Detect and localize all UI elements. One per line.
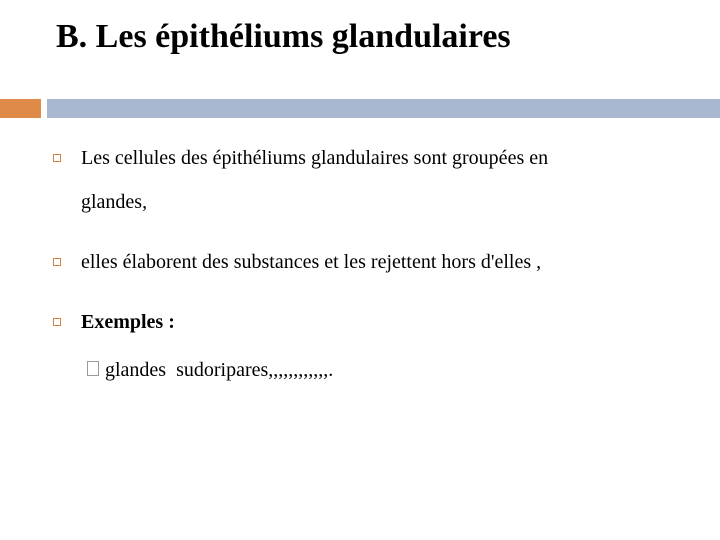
bullet-text: Exemples :	[81, 311, 175, 333]
bullet-marker-icon	[53, 258, 61, 266]
bullet-marker-icon	[53, 318, 61, 326]
bullet-text: Les cellules des épithéliums glandulaires sont groupées en	[81, 147, 549, 169]
slide-title: B. Les épithéliums glandulaires	[56, 18, 511, 55]
bullet-text-continuation: glandes,	[81, 191, 148, 213]
sub-bullet-marker-icon	[87, 361, 99, 376]
bullet-text: elles élaborent des substances et les rejettent hors d'elles ,	[81, 251, 542, 273]
bullet-marker-icon	[53, 154, 61, 162]
sub-bullet-text: glandes sudoripares,,,,,,,,,,,,.	[105, 359, 334, 381]
